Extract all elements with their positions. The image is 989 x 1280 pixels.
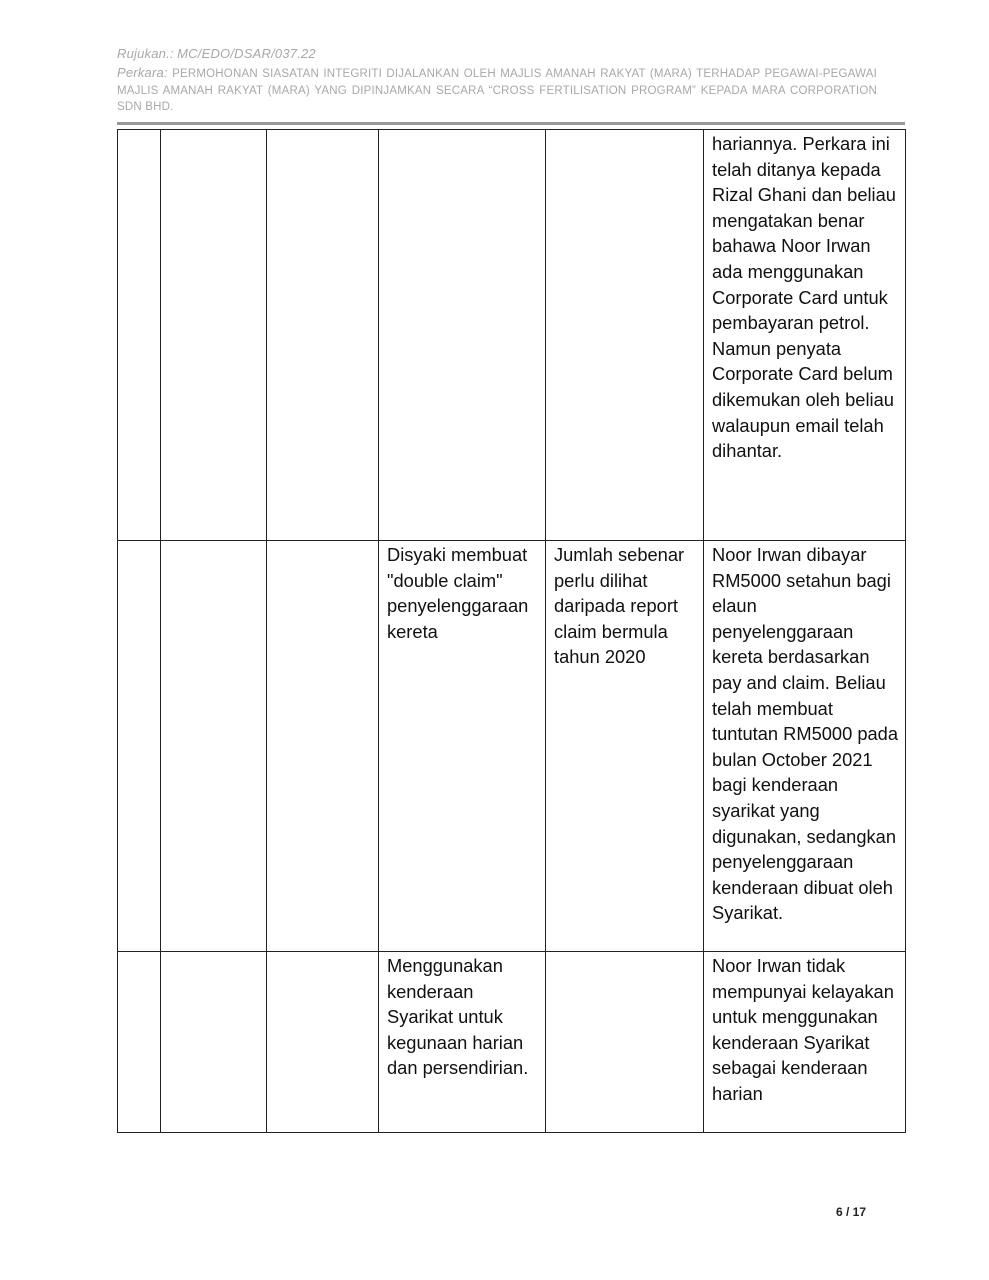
subject-label: Perkara: (117, 65, 168, 80)
note-cell (546, 952, 704, 1133)
finding-cell: Noor Irwan dibayar RM5000 setahun bagi elaun penyelenggaraan kereta berdasarkan pay and claim. Beliau telah membuat tuntutan RM5000 pada bulan October 2021 bagi kenderaan syarikat yang digunakan, sedangkan penyelenggaraan kenderaan dibuat oleh Syarikat. (704, 541, 906, 952)
page-number: 6 / 17 (836, 1205, 867, 1219)
table-row (118, 952, 906, 1133)
cell (267, 130, 379, 541)
allegation-cell (379, 130, 546, 541)
finding-cell: hariannya. Perkara ini telah ditanya kepada Rizal Ghani dan beliau mengatakan benar bahawa Noor Irwan ada menggunakan Corporate Card untuk pembayaran petrol. Namun penyata Corporate Card belum dikemukan oleh beliau walaupun email telah dihantar. (704, 130, 906, 541)
subject-line (117, 65, 877, 116)
cell (118, 130, 161, 541)
cell (161, 952, 267, 1133)
ref-label: Rujukan.: (117, 46, 174, 61)
cell (118, 541, 161, 952)
finding-cell: Noor Irwan tidak mempunyai kelayakan untuk menggunakan kenderaan Syarikat sebagai kenderaan harian (704, 952, 906, 1133)
subject-text: PERMOHONAN SIASATAN INTEGRITI DIJALANKAN OLEH MAJLIS AMANAH RAKYAT (MARA) TERHADAP PEGAWAI-PEGAWAI MAJLIS AMANAH RAKYAT (MARA) YANG DIPINJAMKAN SECARA “CROSS FERTILISATION PROGRAM” KEPADA MARA CORPORATION SDN BHD. (117, 68, 877, 113)
table-row (118, 541, 906, 952)
note-cell: Jumlah sebenar perlu dilihat daripada report claim bermula tahun 2020 (546, 541, 704, 952)
header-divider (117, 122, 905, 125)
cell (118, 952, 161, 1133)
cell (161, 541, 267, 952)
note-cell (546, 130, 704, 541)
cell (161, 130, 267, 541)
table-row (118, 130, 906, 541)
ref-value: MC/EDO/DSAR/037.22 (177, 46, 316, 61)
cell (267, 541, 379, 952)
findings-table (117, 129, 906, 1133)
allegation-cell: Menggunakan kenderaan Syarikat untuk kegunaan harian dan persendirian. (379, 952, 546, 1133)
allegation-cell: Disyaki membuat "double claim" penyelenggaraan kereta (379, 541, 546, 952)
cell (267, 952, 379, 1133)
reference-line (117, 46, 877, 64)
